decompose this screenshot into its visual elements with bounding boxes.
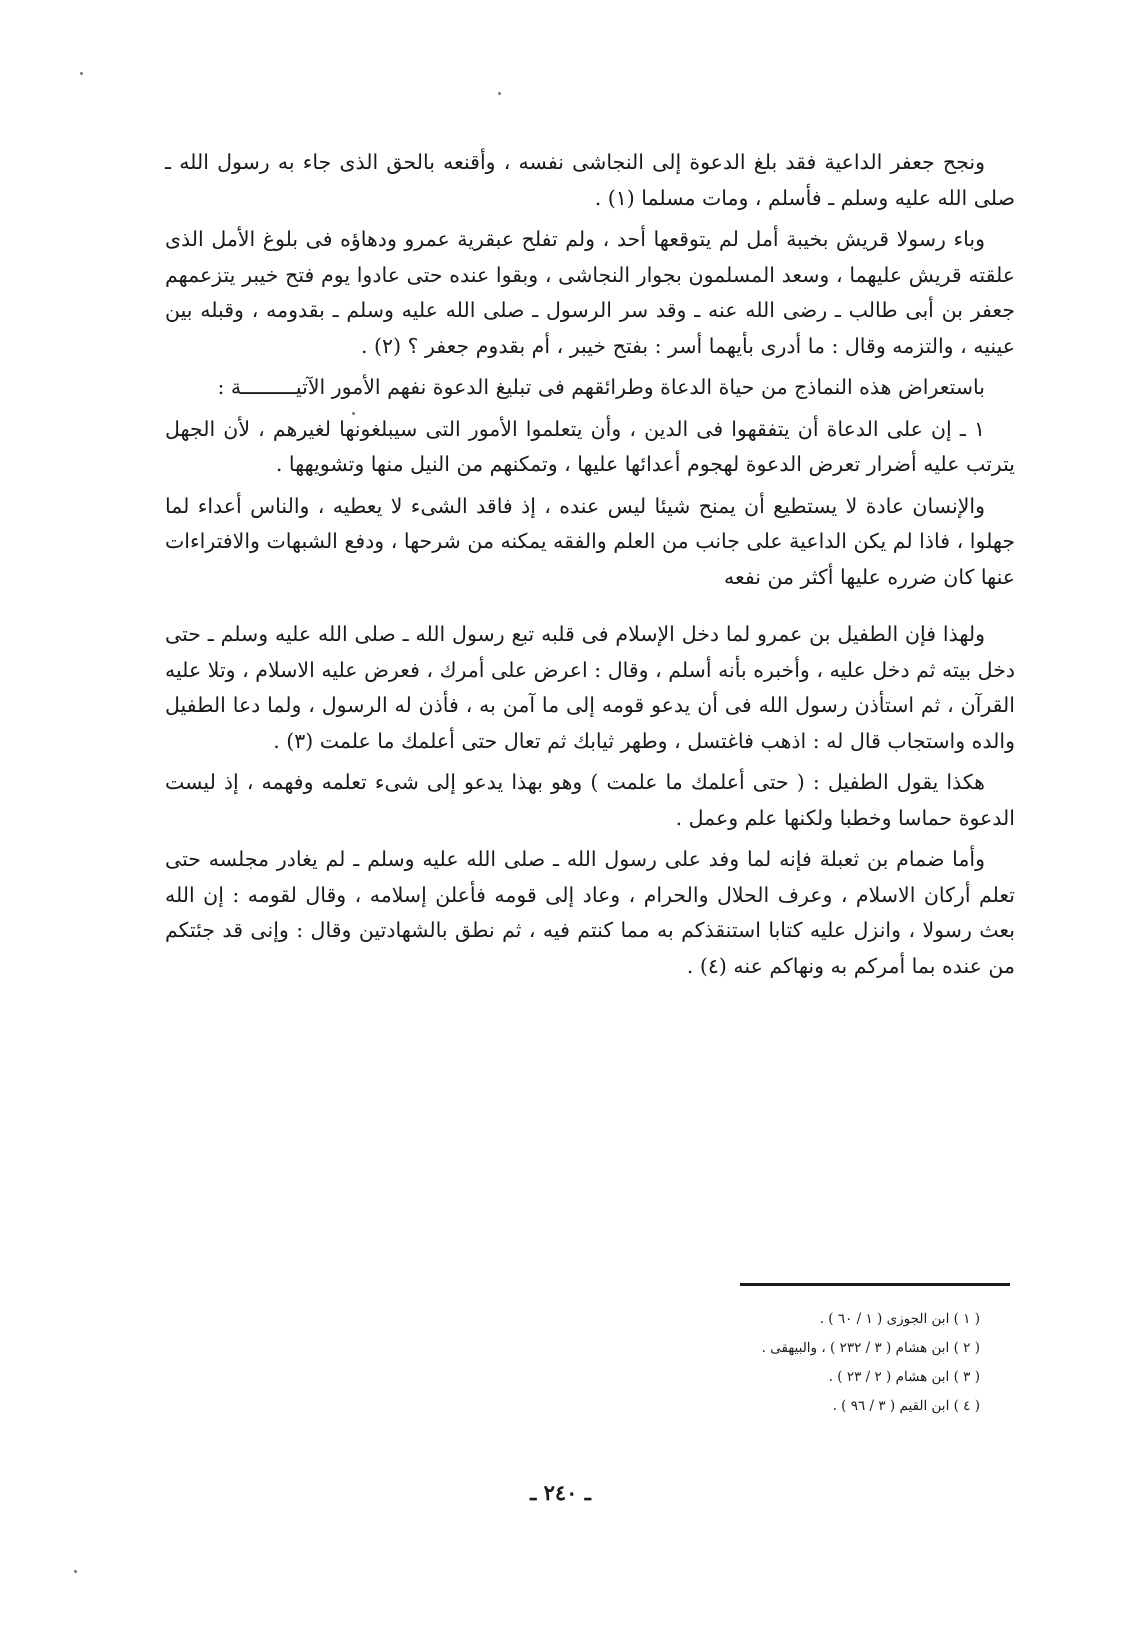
footnotes: [600, 1305, 980, 1421]
main-body-text: [165, 145, 1015, 990]
paragraph: والإنسان عادة لا يستطيع أن يمنح شيئا ليس عنده ، إذ فاقد الشىء لا يعطيه ، والناس أعداء لما جهلوا ، فاذا لم يكن الداعية على جانب من العلم والفقه يمكنه من شرحها ، ودفع الشبهات والافتراءات عنها كان ضرره عليها أكثر من نفعه: [165, 493, 1015, 589]
footnote: ( ٣ ) ابن هشام ( ٢ / ٢٣ ) .: [828, 1369, 980, 1385]
paragraph: وباء رسولا قريش بخيبة أمل لم يتوقعها أحد ، ولم تفلح عبقرية عمرو ودهاؤه فى بلوغ الأمل الذى علقته قريش عليهما ، وسعد المسلمون بجوار النجاشى ، وبقوا عنده حتى عادوا يوم فتح خيبر يتزعمهم جعفر بن أبى طالب ـ رضى الله عنه ـ وقد سر الرسول ـ صلى الله عليه وسلم ـ بقدومه ، وقبله بين عينيه ، والتزمه وقال : ما أدرى بأيهما أسر : بفتح خيبر ، أم بقدوم جعفر ؟ (٢) .: [165, 227, 1015, 358]
paragraph: باستعراض هذه النماذج من حياة الدعاة وطرائقهم فى تبليغ الدعوة نفهم الأمور الآتيـــــــــة :: [217, 375, 985, 399]
footnote-separator: [740, 1283, 1010, 1286]
page-number: ـ ٢٤٠ ـ: [530, 1480, 591, 1505]
scan-speck: [80, 72, 83, 75]
scan-speck: [498, 92, 501, 95]
footnote: ( ١ ) ابن الجوزى ( ١ / ٦٠ ) .: [819, 1311, 980, 1327]
paragraph: ولهذا فإن الطفيل بن عمرو لما دخل الإسلام فى قلبه تبع رسول الله ـ صلى الله عليه وسلم ـ حتى دخل بيته ثم دخل عليه ، وأخبره بأنه أسلم ، وقال : اعرض على أمرك ، فعرض عليه الاسلام ، وتلا عليه القرآن ، ثم استأذن رسول الله فى أن يدعو قومه إلى ما آمن به ، فأذن له الرسول ، ولما دعا الطفيل والده واستجاب قال له : اذهب فاغتسل ، وطهر ثيابك ثم تعال حتى أعلمك ما علمت (٣) .: [165, 622, 1015, 753]
paragraph: ١ ـ إن على الدعاة أن يتفقهوا فى الدين ، وأن يتعلموا الأمور التى سيبلغونها لغيرهم ، لأن الجهل يترتب عليه أضرار تعرض الدعوة لهجوم أعدائها عليها ، وتمكنهم من النيل منها وتشويهها .: [165, 416, 1015, 476]
paragraph: هكذا يقول الطفيل : ( حتى أعلمك ما علمت ) وهو بهذا يدعو إلى شىء تعلمه وفهمه ، إذ ليست الدعوة حماسا وخطبا ولكنها علم وعمل .: [165, 770, 1015, 830]
footnote: ( ٢ ) ابن هشام ( ٣ / ٢٣٢ ) ، والبيهقى .: [761, 1340, 980, 1356]
paragraph: ونجح جعفر الداعية فقد بلغ الدعوة إلى النجاشى نفسه ، وأقنعه بالحق الذى جاء به رسول الله ـ صلى الله عليه وسلم ـ فأسلم ، ومات مسلما (١) .: [165, 150, 1015, 210]
footnote: ( ٤ ) ابن القيم ( ٣ / ٩٦ ) .: [832, 1398, 980, 1414]
scan-speck: [74, 1570, 77, 1573]
paragraph: وأما ضمام بن ثعبلة فإنه لما وفد على رسول الله ـ صلى الله عليه وسلم ـ لم يغادر مجلسه حتى تعلم أركان الاسلام ، وعرف الحلال والحرام ، وعاد إلى قومه فأعلن إسلامه ، وقال لقومه : إن الله بعث رسولا ، وانزل عليه كتابا استنقذكم به مما كنتم فيه ، ثم نطق بالشهادتين وقال : وإنى قد جئتكم من عنده بما أمركم به ونهاكم عنه (٤) .: [165, 847, 1015, 978]
